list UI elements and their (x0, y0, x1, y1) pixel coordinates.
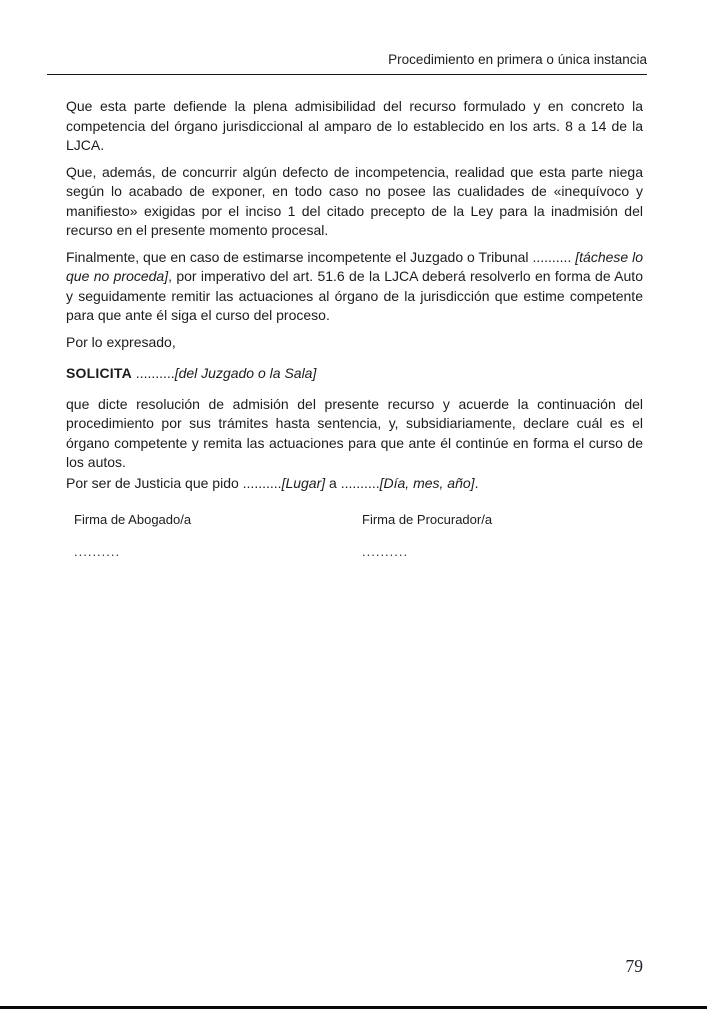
bottom-rule (0, 1006, 707, 1009)
solicita-keyword: SOLICITA (66, 365, 132, 381)
placeholder-tachese: [táchese lo que no proceda] (66, 248, 644, 284)
signature-abogado (74, 512, 362, 559)
signature-label-procurador: Firma de Procurador/a (362, 512, 493, 527)
signature-block (74, 512, 634, 559)
text-run: Por ser de Justicia que pido .......... (66, 474, 282, 491)
placeholder-juzgado-sala: [del Juzgado o la Sala] (174, 365, 317, 381)
page-number: 79 (625, 956, 643, 976)
signature-line-abogado: .......... (74, 544, 121, 559)
placeholder-lugar: [Lugar] (281, 474, 326, 491)
paragraph-admisibilidad: Que esta parte defiende la plena admisibilidad del recurso formulado y en concreto la competencia del órgano jurisdiccional al amparo de lo establecido en los arts. 8 a 14 de la LJCA. (66, 98, 643, 153)
document-body (66, 97, 643, 500)
text-run: , por imperativo del art. 51.6 de la LJCA deberá resolverlo en forma de Auto y seguidamente remitir las actuaciones al órgano de la jurisdicción que estime competente para que ante él siga el curso del proceso. (66, 268, 643, 323)
text-run: Finalmente, que en caso de estimarse incompetente el Juzgado o Tribunal .......... (66, 248, 576, 265)
running-header-title: Procedimiento en primera o única instancia (388, 52, 647, 67)
signature-line-procurador: .......... (362, 544, 409, 559)
placeholder-fecha: [Día, mes, año] (379, 474, 475, 491)
running-header (47, 52, 647, 75)
text-run: a .......... (325, 474, 380, 491)
paragraph-finalmente (66, 248, 643, 326)
paragraph-que-dicte: que dicte resolución de admisión del presente recurso y acuerde la continuación del procedimiento por sus trámites hasta sentencia, y, subsidiariamente, declare cuál es el órgano competente y remita las actuaciones para que ante él continúe en forma el curso de los autos. (66, 395, 643, 470)
paragraph-solicita (66, 364, 643, 384)
signature-procurador (362, 512, 634, 559)
dotted-blank: .......... (131, 365, 175, 381)
paragraph-incompetencia: Que, además, de concurrir algún defecto de incompetencia, realidad que esta parte niega según lo acabado de exponer, en todo caso no posee las cualidades de «inequívoco y manifiesto» exigidas por el inciso 1 del citado precepto de la Ley para la inadmisión del recurso en el presente momento procesal. (66, 163, 643, 238)
text-run: . (474, 474, 479, 491)
paragraph-por-ser-de-justicia (66, 474, 643, 494)
paragraph-por-lo-expresado: Por lo expresado, (66, 333, 176, 350)
signature-label-abogado: Firma de Abogado/a (74, 512, 192, 527)
